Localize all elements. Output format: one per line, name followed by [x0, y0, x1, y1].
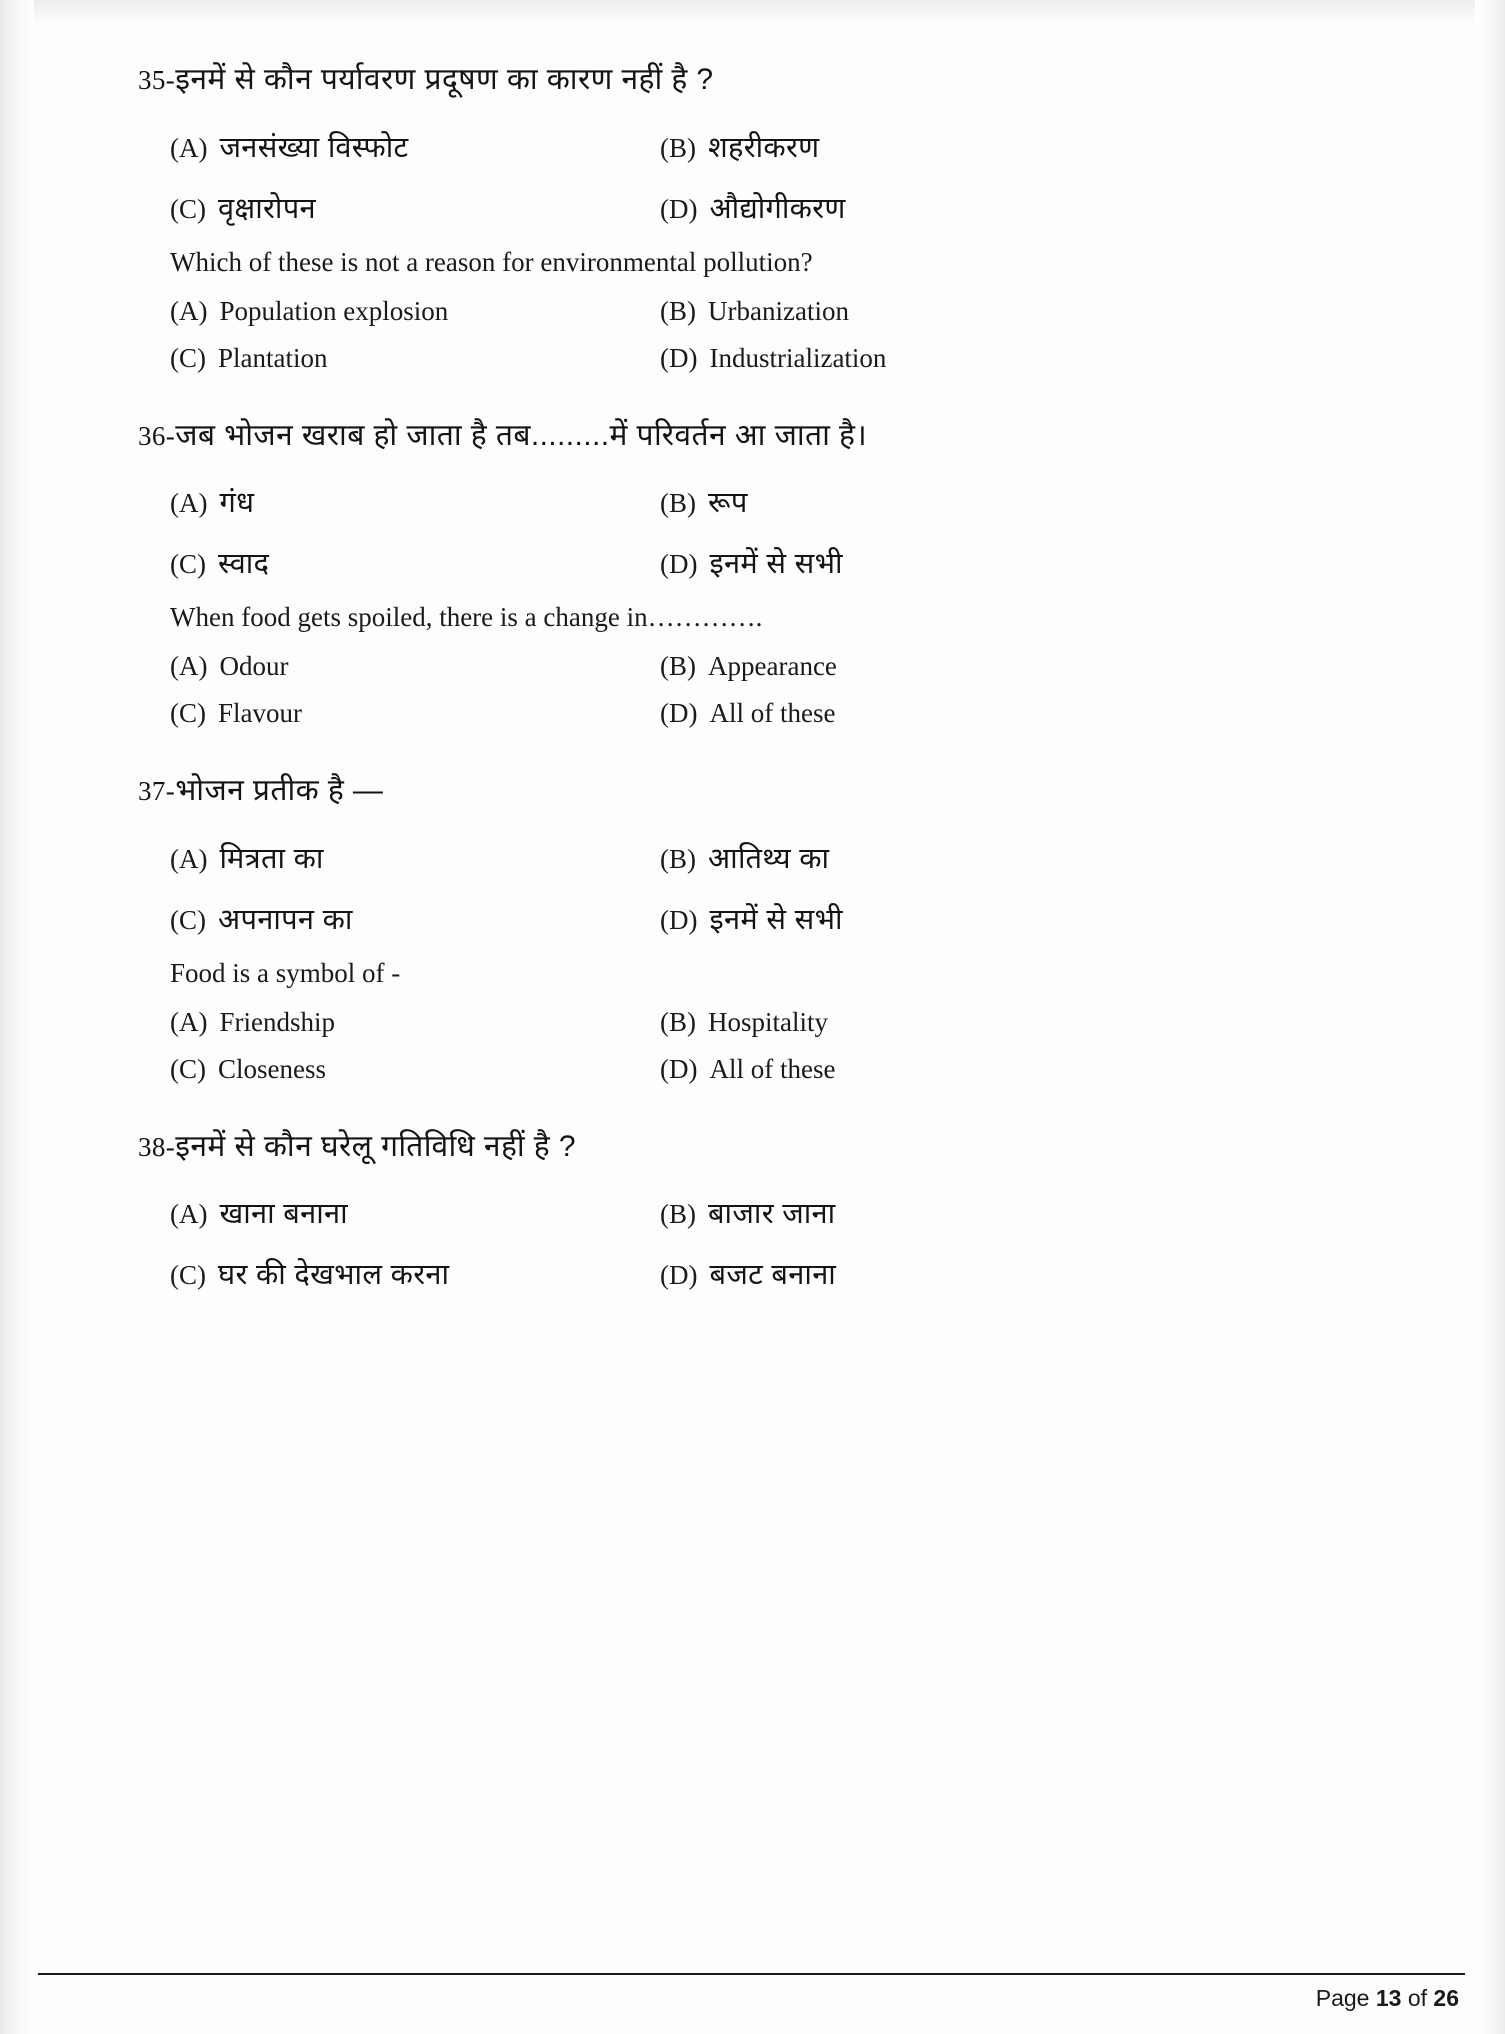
- option-b[interactable]: [660, 1193, 1160, 1232]
- options-hindi: [170, 838, 1138, 938]
- option-label: Appearance: [708, 651, 837, 682]
- option-row: [170, 1193, 1138, 1232]
- option-letter: (D): [660, 698, 698, 729]
- option-b-en[interactable]: [660, 296, 1160, 327]
- question-stem-hindi: [138, 771, 1138, 812]
- option-letter: (C): [170, 1260, 206, 1291]
- option-label: Urbanization: [708, 295, 849, 326]
- footer-middle: of: [1401, 1985, 1434, 2011]
- question-number: 35-: [138, 65, 176, 95]
- options-english: [170, 651, 1138, 729]
- options-english: [170, 1007, 1138, 1085]
- question-stem-hindi: [138, 60, 1138, 101]
- question-block: [138, 1127, 1138, 1294]
- option-letter: (C): [170, 193, 206, 224]
- option-label: जनसंख्या विस्फोट: [219, 131, 409, 164]
- option-label: गंध: [219, 487, 255, 520]
- option-b[interactable]: [660, 482, 1160, 521]
- option-a-en[interactable]: [170, 1007, 660, 1038]
- option-label: औद्योगीकरण: [709, 192, 846, 225]
- option-letter: (A): [170, 651, 208, 682]
- question-block: [138, 60, 1138, 374]
- option-d-en[interactable]: [660, 343, 1160, 374]
- option-c[interactable]: [170, 899, 660, 938]
- option-letter: (D): [660, 1053, 698, 1084]
- option-letter: (D): [660, 1260, 698, 1291]
- question-number: 36-: [138, 420, 176, 451]
- question-stem-english: When food gets spoiled, there is a change in………….: [170, 602, 763, 633]
- option-letter: (C): [170, 549, 206, 580]
- option-b-en[interactable]: [660, 1007, 1160, 1038]
- option-label: Flavour: [218, 698, 302, 729]
- option-label: All of these: [709, 698, 836, 729]
- question-stem-hindi: [138, 416, 1138, 457]
- option-label: मित्रता का: [219, 842, 324, 875]
- option-letter: (C): [170, 904, 206, 935]
- options-hindi: [170, 127, 1138, 227]
- option-label: Industrialization: [709, 342, 887, 373]
- scan-edge-right: [1475, 0, 1505, 2034]
- option-label: स्वाद: [218, 548, 270, 581]
- options-english: [170, 296, 1138, 374]
- option-d[interactable]: [660, 1254, 1160, 1293]
- option-c-en[interactable]: [170, 698, 660, 729]
- option-label: शहरीकरण: [708, 131, 820, 164]
- scan-edge-left: [0, 0, 34, 2034]
- option-row: [170, 838, 1138, 877]
- option-row: [170, 698, 1138, 729]
- question-stem-hindi-text: इनमें से कौन पर्यावरण प्रदूषण का कारण नहीं है ?: [175, 63, 714, 96]
- option-letter: (C): [170, 698, 206, 729]
- option-label: इनमें से सभी: [709, 548, 843, 581]
- option-d-en[interactable]: [660, 1054, 1160, 1085]
- option-letter: (B): [660, 1199, 696, 1230]
- option-letter: (A): [170, 132, 208, 163]
- options-hindi: [170, 482, 1138, 582]
- option-c-en[interactable]: [170, 1054, 660, 1085]
- option-label: घर की देखभाल करना: [218, 1259, 450, 1292]
- option-row: [170, 651, 1138, 682]
- option-d[interactable]: [660, 188, 1160, 227]
- option-letter: (D): [660, 904, 698, 935]
- question-number: 38-: [138, 1131, 176, 1162]
- option-row: [170, 188, 1138, 227]
- option-d-en[interactable]: [660, 698, 1160, 729]
- option-label: बाजार जाना: [708, 1198, 836, 1231]
- option-a-en[interactable]: [170, 296, 660, 327]
- option-label: Friendship: [219, 1006, 335, 1037]
- option-letter: (B): [660, 132, 696, 163]
- current-page-number: 13: [1375, 1985, 1402, 2011]
- option-c[interactable]: [170, 188, 660, 227]
- question-stem-hindi-text: जब भोजन खराब हो जाता है तब.........में परिवर्तन आ जाता है।: [175, 418, 868, 452]
- option-c-en[interactable]: [170, 343, 660, 374]
- option-b[interactable]: [660, 838, 1160, 877]
- option-letter: (B): [660, 651, 696, 682]
- option-label: खाना बनाना: [219, 1198, 348, 1231]
- option-label: Plantation: [218, 342, 328, 373]
- option-label: रूप: [708, 487, 748, 520]
- option-c[interactable]: [170, 543, 660, 582]
- question-list: [138, 60, 1138, 1335]
- question-stem-english: Which of these is not a reason for environmental pollution?: [170, 246, 813, 277]
- option-b-en[interactable]: [660, 651, 1160, 682]
- option-letter: (A): [170, 488, 208, 519]
- option-label: All of these: [709, 1053, 836, 1084]
- option-c[interactable]: [170, 1254, 660, 1293]
- option-row: [170, 1007, 1138, 1038]
- option-letter: (C): [170, 342, 206, 373]
- option-a[interactable]: [170, 482, 660, 521]
- option-label: आतिथ्य का: [708, 842, 830, 875]
- option-letter: (B): [660, 1006, 696, 1037]
- page-indicator: [38, 1985, 1465, 2012]
- option-letter: (D): [660, 549, 698, 580]
- footer-prefix: Page: [1315, 1985, 1376, 2011]
- option-letter: (C): [170, 1053, 206, 1084]
- option-a[interactable]: [170, 838, 660, 877]
- option-letter: (A): [170, 1199, 208, 1230]
- option-label: इनमें से सभी: [709, 903, 843, 936]
- question-block: [138, 416, 1138, 730]
- options-hindi: [170, 1193, 1138, 1293]
- scan-edge-top: [0, 0, 1505, 26]
- option-a[interactable]: [170, 127, 660, 166]
- option-d[interactable]: [660, 899, 1160, 938]
- option-label: बजट बनाना: [709, 1259, 837, 1292]
- question-number: 37-: [138, 776, 176, 807]
- option-b[interactable]: [660, 127, 1160, 166]
- option-row: [170, 127, 1138, 166]
- option-a[interactable]: [170, 1193, 660, 1232]
- question-stem-hindi: [138, 1127, 1138, 1168]
- option-letter: (B): [660, 295, 696, 326]
- page-footer: [38, 1973, 1465, 2012]
- total-page-number: 26: [1433, 1985, 1459, 2011]
- question-stem-hindi-text: इनमें से कौन घरेलू गतिविधि नहीं है ?: [175, 1129, 576, 1163]
- option-label: Odour: [219, 651, 289, 682]
- option-row: [170, 1054, 1138, 1085]
- option-row: [170, 899, 1138, 938]
- option-d[interactable]: [660, 543, 1160, 582]
- option-row: [170, 296, 1138, 327]
- option-letter: (B): [660, 843, 696, 874]
- option-row: [170, 343, 1138, 374]
- option-letter: (A): [170, 843, 208, 874]
- footer-divider: [38, 1973, 1465, 1975]
- option-row: [170, 543, 1138, 582]
- option-a-en[interactable]: [170, 651, 660, 682]
- option-label: अपनापन का: [218, 903, 353, 936]
- option-row: [170, 482, 1138, 521]
- option-row: [170, 1254, 1138, 1293]
- question-stem-english: Food is a symbol of -: [170, 957, 401, 988]
- option-label: Population explosion: [219, 295, 449, 326]
- option-letter: (D): [660, 342, 698, 373]
- option-letter: (A): [170, 1006, 208, 1037]
- option-label: Closeness: [218, 1053, 326, 1084]
- option-letter: (B): [660, 488, 696, 519]
- option-label: वृक्षारोपन: [218, 192, 316, 225]
- option-letter: (D): [660, 193, 698, 224]
- option-label: Hospitality: [708, 1006, 828, 1037]
- question-stem-hindi-text: भोजन प्रतीक है —: [175, 774, 384, 808]
- question-block: [138, 771, 1138, 1085]
- option-letter: (A): [170, 295, 208, 326]
